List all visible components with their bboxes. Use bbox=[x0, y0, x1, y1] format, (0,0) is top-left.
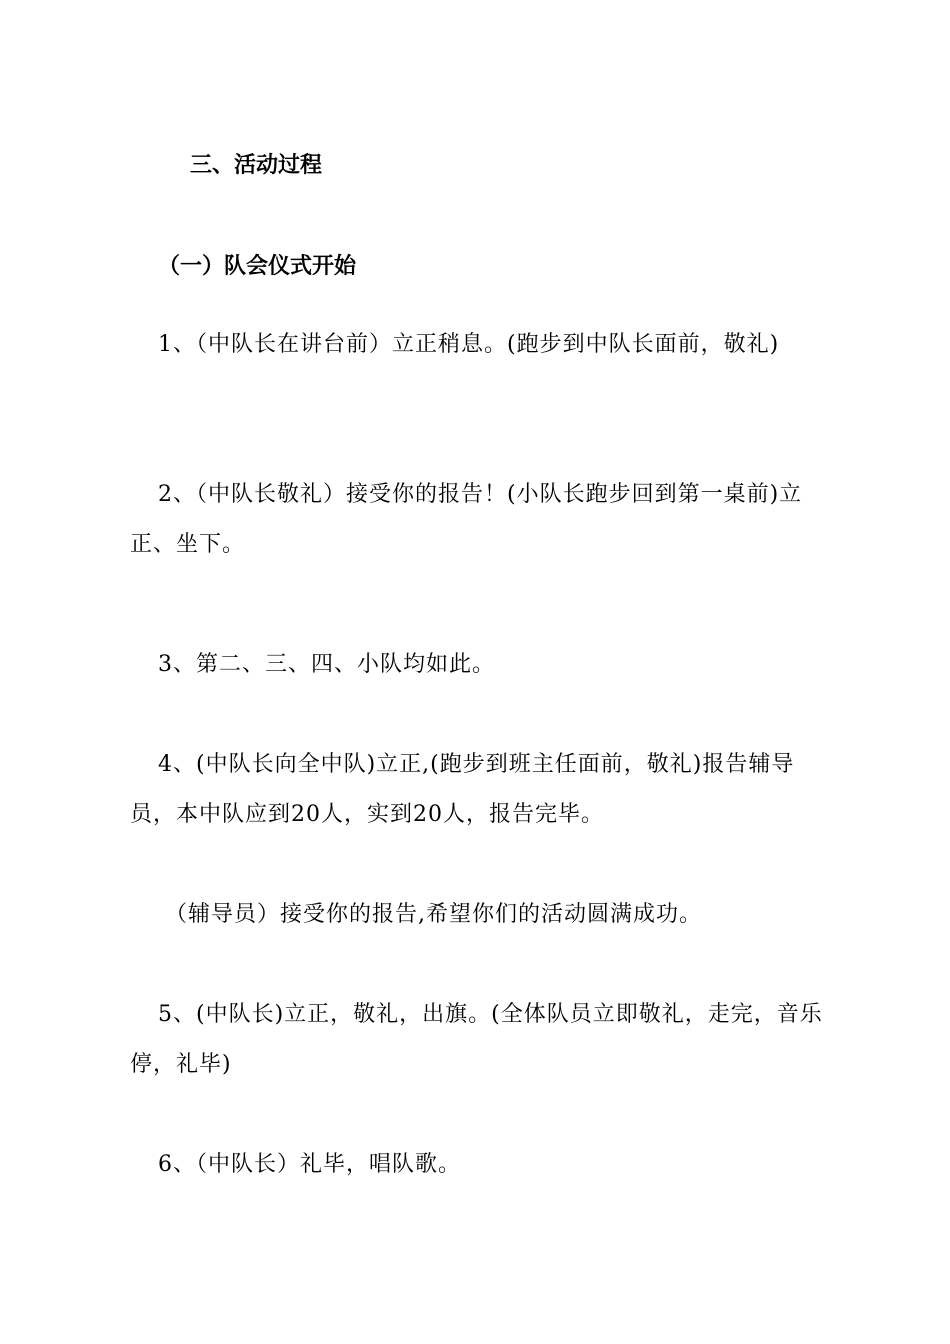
paragraph-step-5: 5、(中队长)立正，敬礼，出旗。(全体队员立即敬礼，走完，音乐停，礼毕) bbox=[130, 1002, 823, 1077]
paragraph-step-2: 2、（中队长敬礼）接受你的报告！(小队长跑步回到第一桌前)立正、坐下。 bbox=[130, 482, 803, 557]
paragraph-step-6: 6、（中队长）礼毕，唱队歌。 bbox=[158, 1152, 461, 1177]
section-title: 三、活动过程 bbox=[190, 153, 323, 178]
paragraph-step-3: 3、第二、三、四、小队均如此。 bbox=[158, 652, 495, 677]
subsection-title: （一）队会仪式开始 bbox=[158, 254, 357, 279]
paragraph-step-1: 1、（中队长在讲台前）立正稍息。(跑步到中队长面前，敬礼) bbox=[158, 332, 780, 357]
paragraph-step-4: 4、(中队长向全中队)立正,(跑步到班主任面前，敬礼)报告辅导员，本中队应到20人，实到20人，报告完毕。 bbox=[130, 752, 795, 827]
paragraph-counselor-response: （辅导员）接受你的报告,希望你们的活动圆满成功。 bbox=[165, 902, 702, 927]
